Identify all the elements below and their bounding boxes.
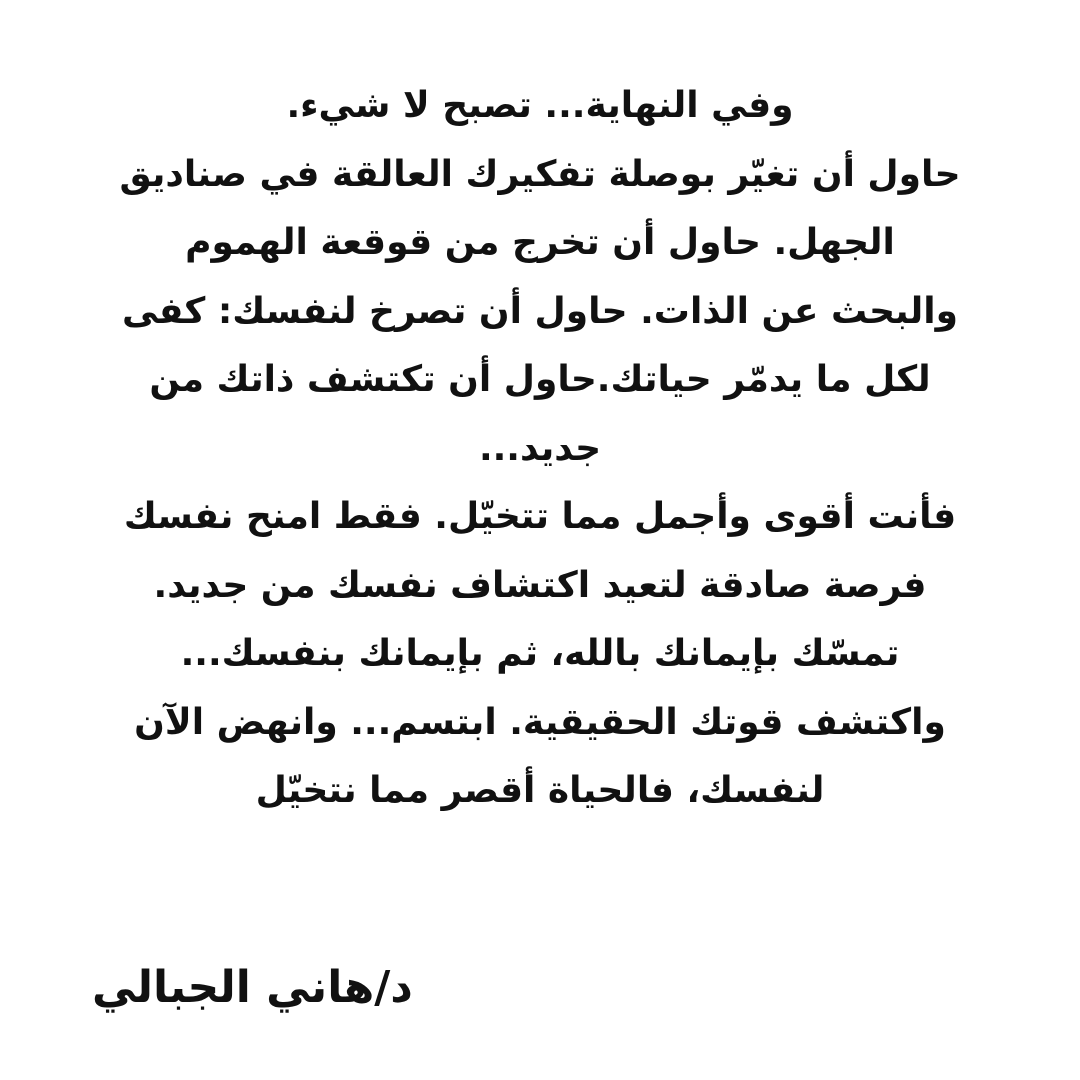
quote-line-2: حاول أن تغيّر بوصلة تفكيرك العالقة في صناديق [119, 153, 961, 195]
quote-line-7: فأنت أقوى وأجمل مما تتخيّل. فقط امنح نفسك [123, 496, 957, 537]
quote-line-11: لنفسك، فالحياة أقصر مما نتخيّل [255, 770, 825, 811]
quote-line-4: والبحث عن الذات. حاول أن تصرخ لنفسك: كفى [122, 290, 958, 332]
quote-line-10: واكتشف قوتك الحقيقية. ابتسم... وانهض الآن [134, 701, 946, 743]
quote-line-1: وفي النهاية... تصبح لا شيء. [286, 85, 794, 126]
quote-text [90, 72, 990, 826]
quote-line-5: لكل ما يدمّر حياتك.حاول أن تكتشف ذاتك من [149, 359, 931, 400]
quote-line-3: الجهل. حاول أن تخرج من قوقعة الهموم [185, 222, 895, 263]
quote-line-9: تمسّك بإيمانك بالله، ثم بإيمانك بنفسك... [180, 633, 900, 674]
author-signature: د/هاني الجبالي [92, 962, 413, 1013]
quote-line-6: جديد... [478, 427, 602, 469]
quote-line-8: فرصة صادقة لتعيد اكتشاف نفسك من جديد. [153, 564, 927, 606]
